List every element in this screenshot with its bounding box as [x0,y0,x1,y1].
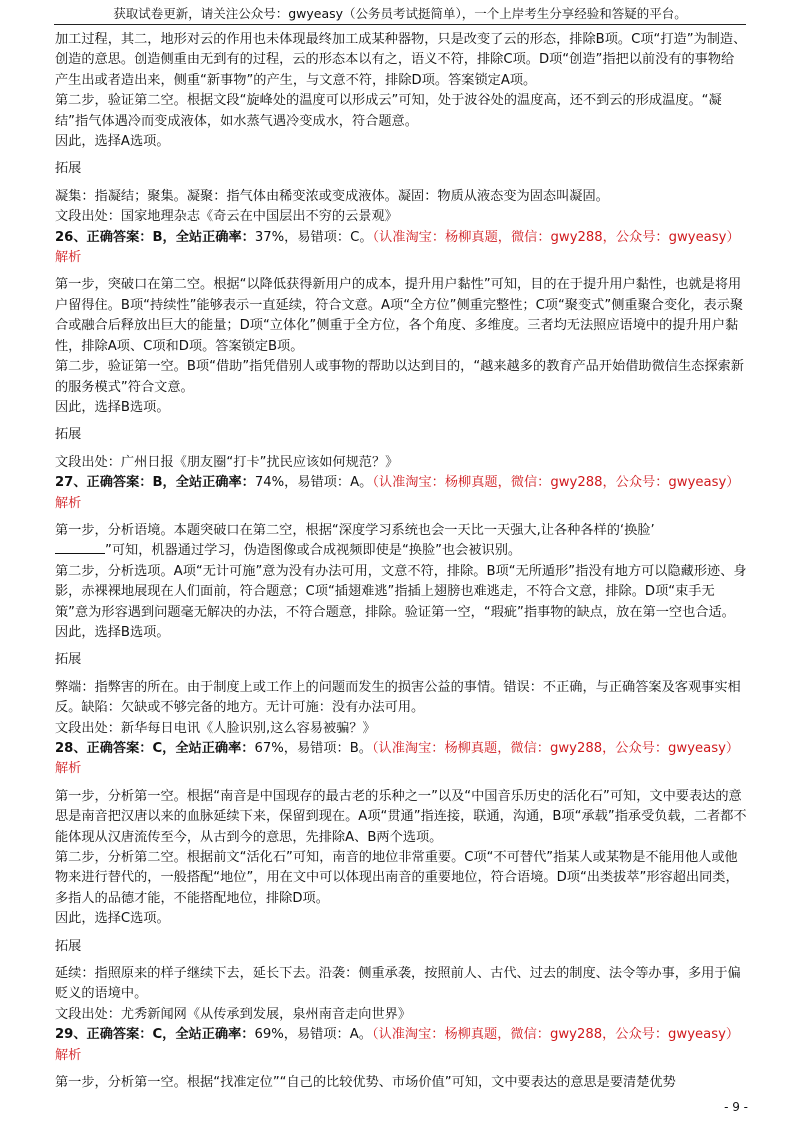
header-divider [54,24,746,25]
promo-note: （认准淘宝：杨柳真题，微信：gwy288，公众号：gwyeasy） [371,1027,740,1043]
paragraph: 第一步，突破口在第二空。根据“以降低获得新用户的成本，提升用户黏性”可知，目的在于提升用户黏性，也就是将用户留得住。B项“持续性”能够表示一直延续，符合文意。A项“全方位”侧重完整性；C项“聚变式”侧重聚合变化，表示聚合或融合后释放出巨大的能量；D项“立体化”侧重于全方位，各个角度、多维度。三者均无法照应语境中的提升用户黏性，排除A项、C项和D项。答案锁定B项。 [55,277,744,354]
paragraph: 因此，选择B选项。 [55,624,170,640]
document-body [55,30,747,1094]
source-line: 文段出处：国家地理杂志《奇云在中国层出不穷的云景观》 [55,209,398,225]
analysis-heading: 解析 [55,1047,82,1063]
answer-line-29: 29、正确答案：C，全站正确率：69%，易错项：A。（认准淘宝：杨柳真题，微信：gwy288，公众号：gwyeasy） [55,1027,740,1043]
promo-note: （认准淘宝：杨柳真题，微信：gwy288，公众号：gwyeasy） [372,475,740,491]
analysis-heading: 解析 [55,250,82,266]
paragraph: 因此，选择B选项。 [55,399,170,415]
paragraph: 第二步，验证第一空。B项“借助”指凭借别人或事物的帮助以达到目的，“越来越多的教育产品开始借助微信生态探索新的服务模式”符合文意。 [55,359,744,395]
expand-heading: 拓展 [55,938,82,954]
answer-line-28: 28、正确答案：C，全站正确率：67%，易错项：B。（认准淘宝：杨柳真题，微信：gwy288，公众号：gwyeasy） [55,741,740,756]
paragraph: 延续：指照原来的样子继续下去，延长下去。沿袭：侧重承袭，按照前人、古代、过去的制度、法令等办事，多用于偏贬义的语境中。 [55,966,741,1002]
paragraph: 第一步，分析语境。本题突破口在第二空，根据“深度学习系统也会一天比一天强大,让各种各样的‘换脸’ ”可知，机器通过学习，伪造图像或合成视频即使是“换脸”也会被识别。 [55,522,655,559]
paragraph: 弊端：指弊害的所在。由于制度上或工作上的问题而发生的损害公益的事情。错误：不正确，与正确答案及客观事实相反。缺陷：欠缺或不够完备的地方。无计可施：没有办法可用。 [55,679,741,716]
analysis-heading: 解析 [55,495,82,511]
page-number: - 9 - [724,1100,748,1114]
paragraph: 第二步，验证第二空。根据文段“旋峰处的温度可以形成云”可知，处于波谷处的温度高，还不到云的形成温度。“凝结”指气体遇冷而变成液体，如水蒸气遇冷变成水，符合题意。 [55,93,722,129]
paragraph: 第一步，分析第一空。根据“找准定位”“自己的比较优势、市场价值”可知，文中要表达的意思是要清楚优势 [55,1075,676,1091]
source-line: 文段出处：尤秀新闻网《从传承到发展，泉州南音走向世界》 [55,1006,412,1022]
page-header: 获取试卷更新，请关注公众号：gwyeasy（公务员考试挺简单），一个上岸考生分享经验和答疑的平台。 [113,6,687,21]
analysis-heading: 解析 [55,761,82,777]
source-line: 文段出处：广州日报《朋友圈“打卡”扰民应该如何规范？》 [55,454,399,470]
expand-heading: 拓展 [55,652,82,668]
paragraph: 凝集：指凝结；聚集。凝聚：指气体由稀变浓或变成液体。凝固：物质从液态变为固态叫凝固。 [55,188,609,204]
expand-heading: 拓展 [55,427,82,443]
fill-blank [55,541,105,554]
paragraph: 因此，选择C选项。 [55,911,170,927]
answer-line-26: 26、正确答案：B，全站正确率：37%，易错项：C。（认准淘宝：杨柳真题，微信：gwy288，公众号：gwyeasy） [55,229,740,245]
promo-note: （认准淘宝：杨柳真题，微信：gwy288，公众号：gwyeasy） [372,229,740,245]
paragraph: 第一步，分析第一空。根据“南音是中国现存的最古老的乐种之一”以及“中国音乐历史的活化石”可知，文中要表达的意思是南音把汉唐以来的血脉延续下来，保留到现在。A项“贯通”指连接，联通，沟通，B项“承载”指承受负载，二者都不能体现从汉唐流传至今，从古到今的意思，先排除A、B两个选项。 [55,788,747,845]
answer-line-27: 27、正确答案：B，全站正确率：74%，易错项：A。（认准淘宝：杨柳真题，微信：gwy288，公众号：gwyeasy） [55,475,740,491]
paragraph: 第二步，分析选项。A项“无计可施”意为没有办法可用，文意不符，排除。B项“无所遁形”指没有地方可以隐藏形迹、身影，赤裸裸地展现在人们面前，符合题意；C项“插翅难逃”指插上翅膀也难逃走，不符合文意，排除。D项“束手无策”意为形容遇到问题毫无解决的办法，不符合题意，排除。验证第一空，“瑕疵”指事物的缺点，放在第一空也合适。 [55,563,747,620]
paragraph: 第二步，分析第二空。根据前文“活化石”可知，南音的地位非常重要。C项“不可替代”指某人或某物是不能用他人或他物来进行替代的，一般搭配“地位”，用在文中可以体现出南音的重要地位，符合语境。D项“出类拔萃”形容超出同类，多指人的品德才能，不能搭配地位，排除D项。 [55,850,739,906]
source-line: 文段出处：新华每日电讯《人脸识别,这么容易被骗？》 [55,720,376,736]
expand-heading: 拓展 [55,161,82,177]
paragraph: 加工过程，其二，地形对云的作用也未体现最终加工成某种器物，只是改变了云的形态，排除B项。C项“打造”为制造、创造的意思。创造侧重由无到有的过程，云的形态本以有之，语义不符，排除C项。D项“创造”指把以前没有的事物给产生出或者造出来，侧重“新事物”的产生，与文意不符，排除D项。答案锁定A项。 [55,32,747,88]
promo-note: （认准淘宝：杨柳真题，微信：gwy288，公众号：gwyeasy） [371,741,740,756]
paragraph: 因此，选择A选项。 [55,134,170,150]
